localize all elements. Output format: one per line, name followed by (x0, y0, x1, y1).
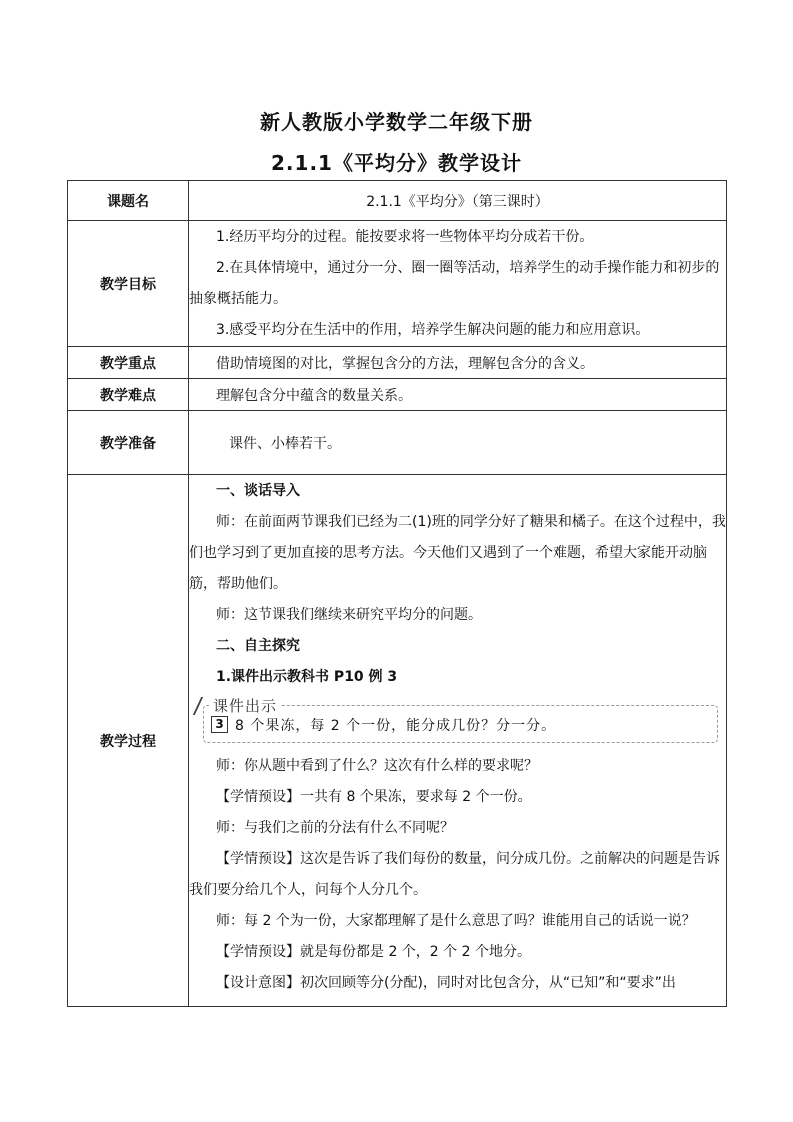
table-row (68, 411, 727, 475)
document-subtitle: 2.1.1《平均分》教学设计 (271, 151, 522, 175)
paragraph: 师：这节课我们继续来研究平均分的问题。 (216, 607, 482, 623)
paragraph: 师：每 2 个为一份，大家都理解了是什么意思了吗？谁能用自己的话说一说？ (216, 913, 696, 929)
table-row (68, 221, 727, 347)
process-cell (189, 475, 727, 1007)
table-row (68, 347, 727, 379)
table-row (68, 181, 727, 221)
example-text: 8 个果冻，每 2 个一份，能分成几份？分一分。 (235, 718, 557, 734)
preset-text: 这次是告诉了我们每份的数量，问分成几份。之前解决的问题是告诉我们要分给几个人，问每个人分几个。 (189, 851, 720, 898)
subsection-heading: 1.课件出示教科书 P10 例 3 (216, 669, 398, 685)
preparation-label: 教学准备 (68, 411, 189, 475)
goal-item: 1.经历平均分的过程。能按要求将一些物体平均分成若干份。 (216, 228, 594, 245)
preparation-value: 课件、小棒若干。 (189, 411, 727, 475)
section-heading: 一、谈话导入 (216, 483, 300, 499)
paragraph (189, 937, 726, 968)
courseware-tag: 课件出示 (209, 695, 281, 716)
preset-tag: 【学情预设】 (216, 789, 300, 805)
example-number: 3 (211, 716, 228, 733)
goals-label: 教学目标 (68, 221, 189, 347)
topic-label: 课题名 (68, 181, 189, 221)
preset-tag: 【学情预设】 (216, 944, 300, 960)
section-heading: 二、自主探究 (216, 638, 300, 654)
topic-value: 2.1.1《平均分》（第三课时） (189, 181, 727, 221)
key-point-value: 借助情境图的对比，掌握包含分的方法，理解包含分的含义。 (189, 347, 727, 379)
table-row (68, 475, 727, 1007)
key-point-label: 教学重点 (68, 347, 189, 379)
paragraph (189, 782, 726, 813)
paragraph: 师：与我们之前的分法有什么不同呢？ (216, 820, 454, 836)
process-label: 教学过程 (68, 475, 189, 1007)
paragraph: 师：你从题中看到了什么？这次有什么样的要求呢？ (216, 758, 538, 774)
goal-item: 2.在具体情境中，通过分一分、圈一圈等活动，培养学生的动手操作能力和初步的抽象概括能力。 (189, 259, 720, 307)
intent-text: 初次回顾等分(分配)，同时对比包含分，从“已知”和“要求”出 (300, 975, 676, 991)
document-title: 新人教版小学数学二年级下册 (260, 110, 533, 134)
goals-cell (189, 221, 727, 347)
goal-item: 3.感受平均分在生活中的作用，培养学生解决问题的能力和应用意识。 (216, 321, 650, 338)
paragraph: 师：在前面两节课我们已经为二(1)班的同学分好了糖果和橘子。在这个过程中，我们也学习到了更加直接的思考方法。今天他们又遇到了一个难题，希望大家能开动脑筋，帮助他们。 (189, 514, 726, 592)
paragraph (189, 844, 726, 906)
lesson-plan-table (67, 180, 727, 1007)
courseware-box (189, 695, 726, 745)
table-row (68, 379, 727, 411)
preset-tag: 【学情预设】 (216, 851, 300, 867)
preset-text: 就是每份都是 2 个，2 个 2 个地分。 (300, 944, 531, 960)
paragraph (189, 968, 726, 999)
difficulty-label: 教学难点 (68, 379, 189, 411)
intent-tag: 【设计意图】 (216, 975, 300, 991)
difficulty-value: 理解包含分中蕴含的数量关系。 (189, 379, 727, 411)
preset-text: 一共有 8 个果冻，要求每 2 个一份。 (300, 789, 532, 805)
